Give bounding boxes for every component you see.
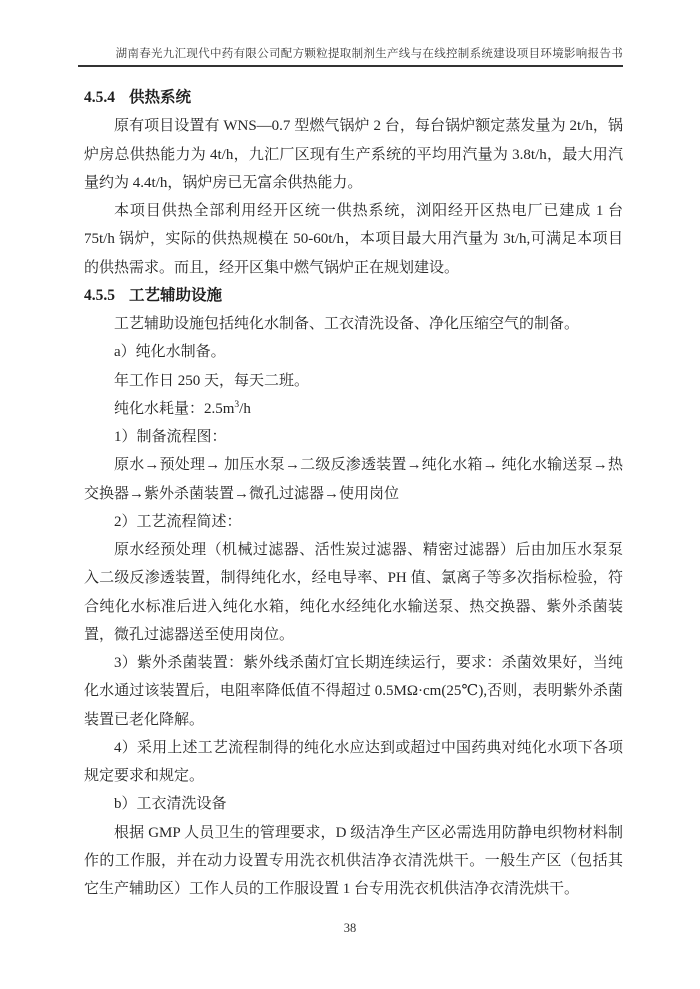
- text-run: 纯化水耗量：2.5m: [114, 400, 235, 417]
- paragraph-item-4-standard: 4）采用上述工艺流程制得的纯化水应达到或超过中国药典对纯化水项下各项规定要求和规定。: [84, 739, 623, 784]
- paragraph-water-consumption: [84, 395, 623, 423]
- superscript: 3: [234, 399, 240, 410]
- paragraph-boiler-existing: 原有项目设置有 WNS—0.7 型燃气锅炉 2 台，每台锅炉额定蒸发量为 2t/h，锅炉房总供热能力为 4t/h，九汇厂区现有生产系统的平均用汽量为 3.8t/h，最大用汽量约为 4.4t/h，锅炉房已无富余供热能力。: [84, 118, 623, 191]
- paragraph-gmp-clothing: 根据 GMP 人员卫生的管理要求，D 级洁净生产区必需选用防静电织物材料制作的工作服，并在动力设置专用洗衣机供洁净衣清洗烘干。一般生产区（包括其它生产辅助区）工作人员的工作服设置 1 台专用洗衣机供洁净衣清洗烘干。: [84, 824, 623, 897]
- paragraph-process-description: 原水经预处理（机械过滤器、活性炭过滤器、精密过滤器）后由加压水泵泵入二级反渗透装置，制得纯化水，经电导率、PH 值、氯离子等多次指标检验，符合纯化水标准后进入纯化水箱，纯化水经纯化水输送泵、热交换器、紫外杀菌装置，微孔过滤器送至使用岗位。: [84, 542, 623, 643]
- text-run: /h: [239, 400, 251, 417]
- section-number: 4.5.5: [84, 286, 115, 304]
- section-title: 工艺辅助设施: [128, 286, 222, 304]
- paragraph-item-1: 1）制备流程图：: [114, 429, 227, 445]
- section-heading-4-5-4: [84, 84, 623, 112]
- page-footer: [0, 919, 700, 937]
- page-header: [78, 0, 623, 67]
- section-heading-4-5-5: [84, 282, 623, 310]
- paragraph-process-flow: 原水→预处理→ 加压水泵→二级反渗透装置→纯化水箱→ 纯化水输送泵→热交换器→紫外杀菌装置→微孔过滤器→使用岗位: [84, 457, 623, 502]
- page-number: 38: [343, 921, 357, 935]
- paragraph-item-b: b）工衣清洗设备: [114, 796, 227, 813]
- document-content: [84, 84, 623, 903]
- paragraph-item-2: 2）工艺流程简述：: [114, 513, 242, 530]
- paragraph-item-a: a）纯化水制备。: [114, 344, 226, 361]
- section-title: 供热系统: [128, 89, 191, 106]
- section-number: 4.5.4: [84, 89, 115, 106]
- paragraph-heat-supply: 本项目供热全部利用经开区统一供热系统，浏阳经开区热电厂已建成 1 台 75t/h 锅炉，实际的供热规模在 50-60t/h，本项目最大用汽量为 3t/h,可满足本项目的供热需求。而且，经开区集中燃气锅炉正在规划建设。: [84, 203, 623, 276]
- paragraph-workdays: 年工作日 250 天，每天二班。: [114, 372, 310, 389]
- paragraph-auxiliary-intro: 工艺辅助设施包括纯化水制备、工衣清洗设备、净化压缩空气的制备。: [114, 316, 580, 332]
- header-title: 湖南春光九汇现代中药有限公司配方颗粒提取制剂生产线与在线控制系统建设项目环境影响报告书: [115, 48, 623, 60]
- paragraph-item-3-uv: 3）紫外杀菌装置：紫外线杀菌灯宜长期连续运行，要求：杀菌效果好，当纯化水通过该装置后，电阻率降低值不得超过 0.5MΩ·cm(25℃),否则，表明紫外杀菌装置已老化降解。: [84, 655, 623, 728]
